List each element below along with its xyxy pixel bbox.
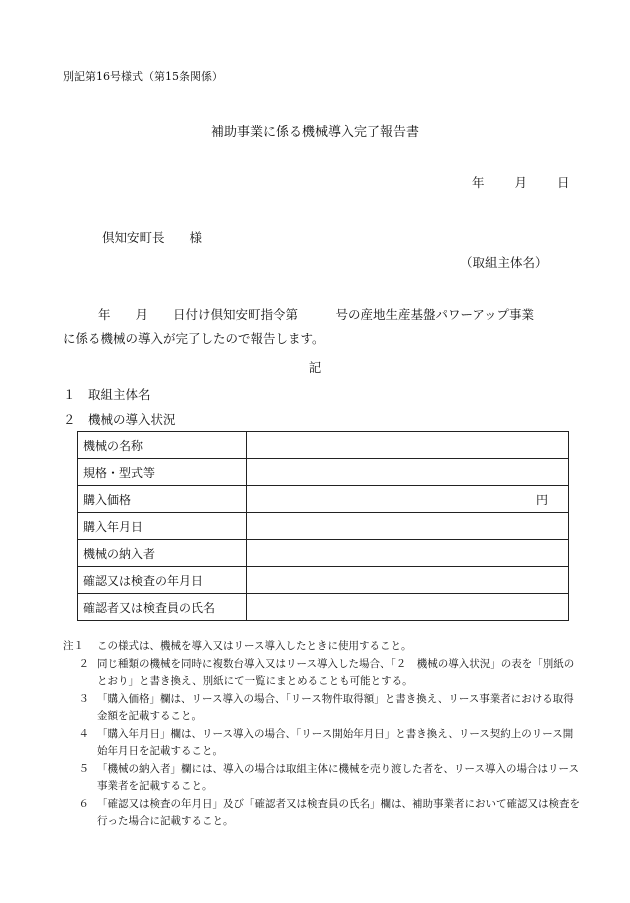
row-label: 購入年月日: [78, 513, 247, 540]
date-year: 年: [472, 175, 485, 190]
note-text: この様式は、機械を導入又はリース導入したときに使用すること。: [97, 640, 412, 652]
note-item: [63, 726, 583, 761]
note-item: [63, 656, 583, 691]
body-line-1: 年 月 日付け倶知安町指令第 号の産地生産基盤パワーアップ事業: [98, 307, 535, 322]
row-value-field[interactable]: [247, 540, 569, 567]
section-1-heading: １ 取組主体名: [63, 387, 151, 402]
note-text: 「購入年月日」欄は、リース導入の場合、「リース開始年月日」と書き換え、リース契約上のリース開始年月日を記載すること。: [97, 727, 574, 757]
row-label: 機械の納入者: [78, 540, 247, 567]
table-row: [78, 540, 569, 567]
document-title: 補助事業に係る機械導入完了報告書: [210, 125, 419, 140]
row-value-field[interactable]: [247, 459, 569, 486]
applicant-label: （取組主体名）: [460, 255, 548, 270]
date-day: 日: [557, 175, 570, 190]
note-number: 注１: [63, 640, 84, 652]
addressee: 倶知安町長 様: [102, 230, 203, 245]
row-label: 機械の名称: [78, 432, 247, 459]
note-number: ５: [78, 762, 89, 775]
note-item: [63, 691, 583, 726]
form-number: 別記第16号様式（第15条関係）: [63, 70, 223, 83]
note-text: 「購入価格」欄は、リース導入の場合、「リース物件取得額」と書き換え、リース事業者における取得金額を記載すること。: [97, 692, 574, 722]
note-number: ６: [78, 797, 89, 810]
note-number: ２: [78, 657, 89, 670]
note-text: 「確認又は検査の年月日」及び「確認者又は検査員の氏名」欄は、補助事業者において確認又は検査を行った場合に記載すること。: [97, 797, 580, 827]
table-row: [78, 513, 569, 540]
note-item: [63, 638, 583, 656]
section-2-heading: ２ 機械の導入状況: [63, 412, 176, 427]
note-number: ３: [78, 692, 89, 705]
row-label: 確認者又は検査員の氏名: [78, 594, 247, 621]
date-month: 月: [514, 175, 528, 190]
machine-status-table: [77, 431, 569, 621]
row-value-field[interactable]: [247, 432, 569, 459]
note-text: 同じ種類の機械を同時に複数台導入又はリース導入した場合、「２ 機械の導入状況」の表を「別紙のとおり」と書き換え、別紙にて一覧にまとめることも可能とする。: [97, 657, 575, 687]
row-value-field[interactable]: [247, 594, 569, 621]
row-value-field[interactable]: 円: [247, 486, 569, 513]
table-row: [78, 567, 569, 594]
table-row: [78, 486, 569, 513]
note-number: ４: [78, 727, 89, 740]
note-item: [63, 761, 583, 796]
row-label: 購入価格: [78, 486, 247, 513]
note-text: 「機械の納入者」欄には、導入の場合は取組主体に機械を売り渡した者を、リース導入の場合はリース事業者を記載すること。: [97, 762, 579, 792]
row-label: 確認又は検査の年月日: [78, 567, 247, 594]
body-line-2: に係る機械の導入が完了したので報告します。: [63, 331, 325, 346]
table-row: [78, 594, 569, 621]
note-item: [63, 796, 583, 831]
table-row: [78, 459, 569, 486]
ki-heading: 記: [308, 360, 322, 375]
date-line: [472, 173, 570, 191]
row-label: 規格・型式等: [78, 459, 247, 486]
notes-section: [63, 638, 583, 831]
row-value-field[interactable]: [247, 513, 569, 540]
row-value-field[interactable]: [247, 567, 569, 594]
table-row: [78, 432, 569, 459]
